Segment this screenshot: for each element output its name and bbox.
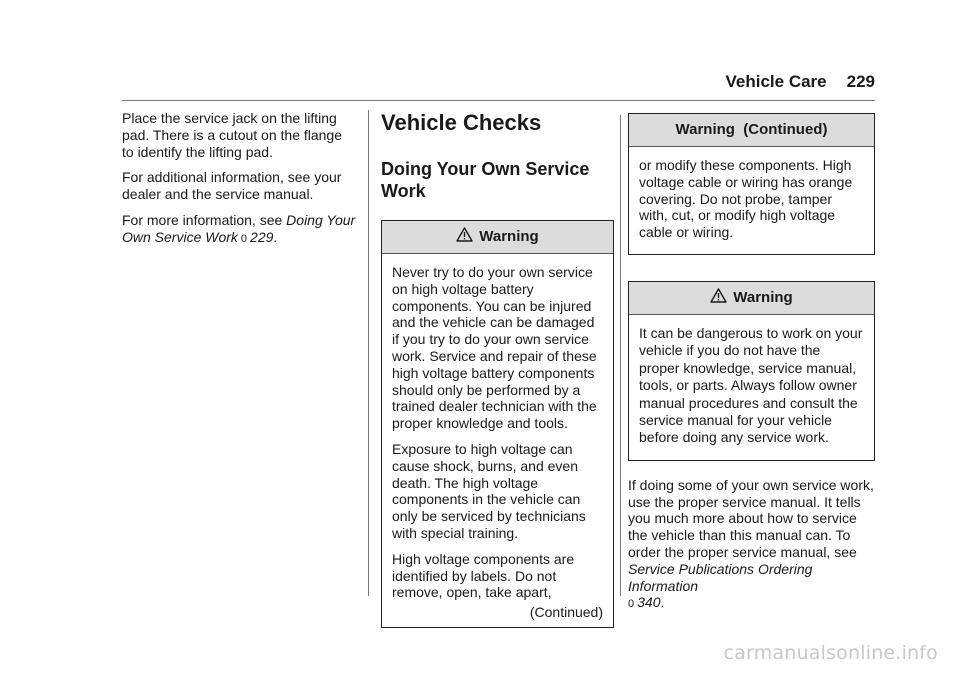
column-right — [628, 113, 875, 622]
section-title: Vehicle Care — [725, 72, 827, 91]
warning-box-2 — [628, 281, 875, 461]
warning-body — [382, 254, 613, 627]
page-reference[interactable]: 229 — [250, 228, 274, 245]
warning-continued-box — [628, 113, 875, 255]
column-divider-1 — [368, 110, 369, 596]
warning-continued-header: Warning (Continued) — [629, 114, 874, 147]
service-manual-paragraph: If doing some of your own service work, use the proper service manual. It tells you much more about how to service the vehicle than this manual can. To order the proper service manual, see Service Publications Ordering Information 0 340. — [628, 476, 874, 611]
page-header — [726, 72, 876, 92]
warning-title: Warning — [733, 288, 793, 306]
warning-paragraph: Never try to do your own service on high voltage battery components. You can be injured and the vehicle can be damaged if you try to do your own service work. Service and repair of these high voltage battery components should only be performed by a trained dealer technician with the proper knowledge and tools. — [392, 264, 597, 432]
doing-your-own-service-work-link[interactable]: Doing Your Own Service Work — [122, 211, 356, 245]
warning-triangle-icon — [710, 288, 727, 308]
watermark: carmanualsonline.info — [723, 642, 938, 664]
column-middle — [381, 110, 614, 628]
warning-body — [629, 315, 874, 460]
warning-box — [381, 220, 614, 628]
column-left — [122, 110, 357, 257]
section-heading: Vehicle Checks — [381, 110, 542, 135]
lifting-pad-paragraph: Place the service jack on the lifting pad. There is a cutout on the flange to identify the lifting pad. — [122, 110, 343, 160]
warning-paragraph: Exposure to high voltage can cause shock, burns, and even death. The high voltage components in the vehicle can only be serviced by technicians with special training. — [392, 440, 586, 541]
warning-header — [629, 282, 874, 315]
warning-paragraph: or modify these components. High voltage cable or wiring has orange covering. Do not probe, tamper with, cut, or modify high voltage cable or wiring. — [639, 157, 853, 241]
service-publications-link[interactable]: Service Publications Ordering Information — [628, 560, 813, 594]
warning-title: Warning — [479, 227, 539, 245]
column-divider-2 — [620, 115, 621, 596]
warning-paragraph: It can be dangerous to work on your vehicle if you do not have the proper knowledge, service manual, tools, or parts. Always follow owner manual procedures and consult the service manual for your vehicle before doing any service work. — [639, 324, 863, 446]
warning-paragraph: High voltage components are identified by labels. Do not remove, open, take apart, — [392, 550, 575, 601]
subsection-heading: Doing Your Own Service Work — [381, 159, 590, 201]
header-divider — [122, 100, 875, 101]
page-reference-icon: 0 — [240, 232, 248, 245]
additional-info-paragraph: For additional information, see your dealer and the service manual. — [122, 169, 342, 203]
page-reference[interactable]: 340 — [637, 594, 661, 611]
page-reference-icon: 0 — [628, 598, 635, 611]
continued-label: (Continued) — [529, 604, 603, 621]
warning-header — [382, 221, 613, 254]
more-info-paragraph: For more information, see Doing Your Own Service Work 0 229. — [122, 211, 356, 245]
warning-continued-body — [629, 147, 874, 254]
page-number: 229 — [846, 72, 875, 91]
warning-triangle-icon — [456, 227, 473, 247]
